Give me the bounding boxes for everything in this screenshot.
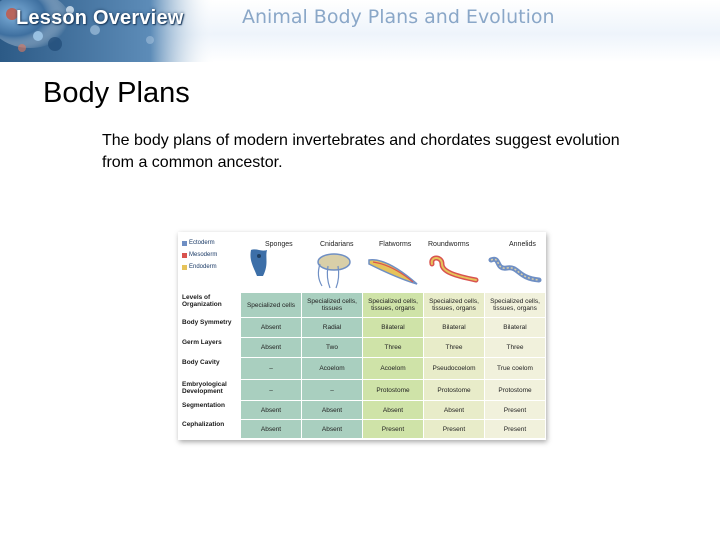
table-cell: Specialized cells bbox=[240, 292, 301, 317]
table-cell: Absent bbox=[362, 400, 423, 419]
table-cell: Absent bbox=[240, 337, 301, 357]
table-cell: True coelom bbox=[484, 357, 545, 379]
table-row-label: Segmentation bbox=[182, 402, 225, 409]
legend-swatch bbox=[182, 241, 187, 246]
table-cell: Absent bbox=[301, 400, 362, 419]
animal-column-annelids bbox=[484, 234, 546, 290]
table-cell: Bilateral bbox=[362, 317, 423, 337]
table-cell: Specialized cells, tissues, organs bbox=[362, 292, 423, 317]
flatworm-icon bbox=[365, 252, 421, 288]
table-cell: – bbox=[301, 379, 362, 400]
animal-name: Sponges bbox=[265, 241, 293, 248]
table-cell: Present bbox=[362, 419, 423, 438]
table-row-label: Body Cavity bbox=[182, 359, 220, 366]
animal-column-cnidarians bbox=[301, 234, 363, 290]
germ-layer-legend bbox=[182, 236, 236, 288]
table-cell: Bilateral bbox=[423, 317, 484, 337]
animal-name: Flatworms bbox=[379, 241, 412, 248]
animal-column-flatworms bbox=[362, 234, 424, 290]
table-cell: – bbox=[240, 357, 301, 379]
lesson-overview-label: Lesson Overview bbox=[16, 7, 184, 29]
table-cell: Radial bbox=[301, 317, 362, 337]
table-cell: – bbox=[240, 379, 301, 400]
animal-name: Cnidarians bbox=[320, 241, 354, 248]
table-cell: Protostome bbox=[484, 379, 545, 400]
table-cell: Absent bbox=[240, 317, 301, 337]
roundworm-icon bbox=[426, 254, 482, 288]
header-banner bbox=[0, 0, 720, 62]
slide-body-text: The body plans of modern invertebrates and chordates suggest evolution from a common ancestor. bbox=[102, 132, 620, 171]
table-cell: Three bbox=[484, 337, 545, 357]
table-cell: Specialized cells, tissues, organs bbox=[423, 292, 484, 317]
slide-title: Body Plans bbox=[43, 77, 190, 109]
table-cell: Absent bbox=[240, 419, 301, 438]
table-cell: Pseudocoelom bbox=[423, 357, 484, 379]
animal-name: Roundworms bbox=[428, 241, 470, 248]
table-row-label: Embryological Development bbox=[182, 381, 227, 395]
legend-label: Mesoderm bbox=[189, 252, 218, 258]
table-cell: Absent bbox=[301, 419, 362, 438]
table-cell: Present bbox=[423, 419, 484, 438]
topic-title: Animal Body Plans and Evolution bbox=[242, 6, 555, 28]
table-cell: Present bbox=[484, 419, 545, 438]
legend-item bbox=[182, 238, 236, 248]
legend-item bbox=[182, 262, 236, 272]
table-cell: Protostome bbox=[423, 379, 484, 400]
table-cell: Three bbox=[362, 337, 423, 357]
annelid-icon bbox=[487, 252, 543, 288]
legend-label: Endoderm bbox=[189, 264, 217, 270]
table-cell: Three bbox=[423, 337, 484, 357]
sponge-icon bbox=[247, 246, 271, 280]
legend-swatch bbox=[182, 265, 187, 270]
table-cell: Acoelom bbox=[362, 357, 423, 379]
table-row-label: Body Symmetry bbox=[182, 319, 232, 326]
animal-column-sponges bbox=[240, 234, 302, 290]
cnidarian-icon bbox=[308, 250, 358, 290]
table-row-label: Cephalization bbox=[182, 421, 225, 428]
table-cell: Specialized cells, tissues, organs bbox=[484, 292, 545, 317]
table-cell: Absent bbox=[423, 400, 484, 419]
legend-item bbox=[182, 250, 236, 260]
legend-swatch bbox=[182, 253, 187, 258]
table-cell: Specialized cells, tissues bbox=[301, 292, 362, 317]
table-row-label: Germ Layers bbox=[182, 339, 222, 346]
table-cell: Acoelom bbox=[301, 357, 362, 379]
table-cell: Present bbox=[484, 400, 545, 419]
body-plans-table-figure bbox=[178, 232, 546, 440]
animal-column-roundworms bbox=[423, 234, 485, 290]
legend-label: Ectoderm bbox=[189, 240, 215, 246]
animal-name: Annelids bbox=[509, 241, 536, 248]
table-cell: Absent bbox=[240, 400, 301, 419]
table-cell: Bilateral bbox=[484, 317, 545, 337]
table-cell: Two bbox=[301, 337, 362, 357]
table-row-label: Levels of Organization bbox=[182, 294, 222, 308]
table-cell: Protostome bbox=[362, 379, 423, 400]
